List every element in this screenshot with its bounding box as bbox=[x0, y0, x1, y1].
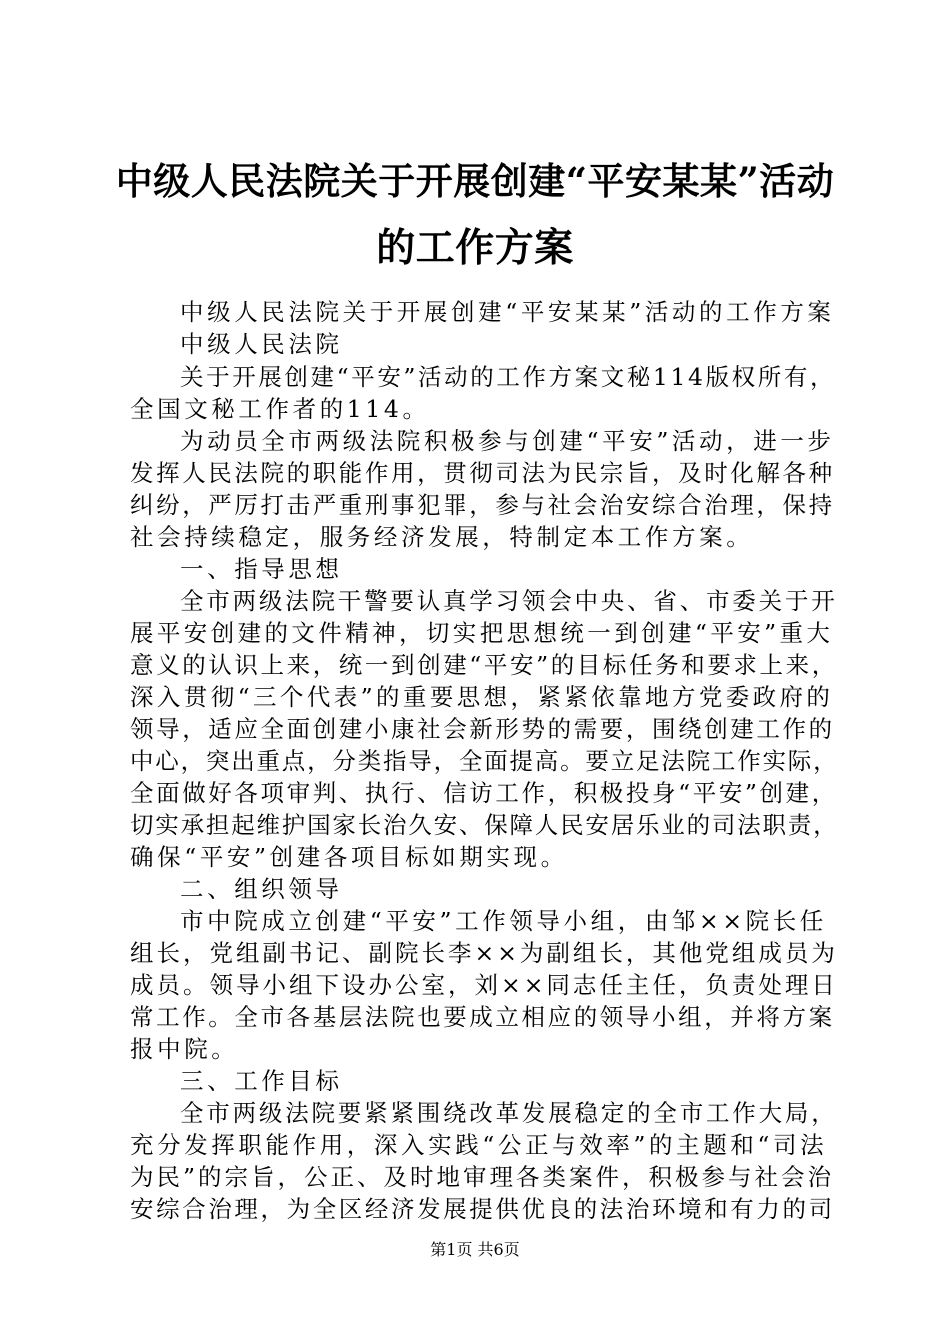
body-line: 领导，适应全面创建小康社会新形势的需要，围绕创建工作的 bbox=[130, 715, 835, 743]
body-line: 全国文秘工作者的114。 bbox=[130, 395, 430, 423]
body-line: 全市两级法院干警要认真学习领会中央、省、市委关于开 bbox=[180, 587, 838, 615]
section-heading: 二、组织领导 bbox=[180, 875, 343, 903]
body-line: 报中院。 bbox=[130, 1035, 239, 1063]
body-line: 中级人民法院关于开展创建“平安某某”活动的工作方案 bbox=[180, 298, 835, 326]
body-line: 发挥人民法院的职能作用，贯彻司法为民宗旨，及时化解各种 bbox=[130, 459, 835, 487]
document-title-line-1: 中级人民法院关于开展创建“平安某某”活动 bbox=[115, 159, 835, 203]
body-line: 纠纷，严厉打击严重刑事犯罪，参与社会治安综合治理，保持 bbox=[130, 491, 835, 519]
body-line: 市中院成立创建“平安”工作领导小组，由邹××院长任 bbox=[180, 907, 827, 935]
section-heading: 三、工作目标 bbox=[180, 1067, 343, 1095]
body-line: 全市两级法院要紧紧围绕改革发展稳定的全市工作大局， bbox=[180, 1099, 838, 1127]
document-title-line-2: 的工作方案 bbox=[376, 225, 574, 271]
body-line: 为动员全市两级法院积极参与创建“平安”活动，进一步 bbox=[180, 427, 835, 455]
body-line: 社会持续稳定，服务经济发展，特制定本工作方案。 bbox=[130, 523, 754, 551]
body-line: 展平安创建的文件精神，切实把思想统一到创建“平安”重大 bbox=[130, 619, 834, 647]
body-line: 意义的认识上来，统一到创建“平安”的目标任务和要求上来， bbox=[130, 651, 838, 679]
body-line: 关于开展创建“平安”活动的工作方案文秘114版权所有， bbox=[180, 363, 837, 391]
body-line: 中级人民法院 bbox=[180, 330, 343, 358]
body-line: 常工作。全市各基层法院也要成立相应的领导小组，并将方案 bbox=[130, 1003, 835, 1031]
body-line: 组长，党组副书记、副院长李××为副组长，其他党组成员为 bbox=[130, 939, 838, 967]
body-line: 确保“平安”创建各项目标如期实现。 bbox=[130, 843, 568, 871]
body-line: 安综合治理，为全区经济发展提供优良的法治环境和有力的司 bbox=[130, 1195, 835, 1223]
body-line: 充分发挥职能作用，深入实践“公正与效率”的主题和“司法 bbox=[130, 1131, 828, 1159]
body-line: 中心，突出重点，分类指导，全面提高。要立足法院工作实际， bbox=[130, 747, 839, 775]
section-heading: 一、指导思想 bbox=[180, 555, 343, 583]
body-line: 切实承担起维护国家长治久安、保障人民安居乐业的司法职责， bbox=[130, 811, 839, 839]
body-line: 深入贯彻“三个代表”的重要思想，紧紧依靠地方党委政府的 bbox=[130, 683, 834, 711]
body-line: 为民”的宗旨，公正、及时地审理各类案件，积极参与社会治 bbox=[130, 1163, 835, 1191]
body-line: 全面做好各项审判、执行、信访工作，积极投身“平安”创建， bbox=[130, 779, 838, 807]
page-footer: 第1页 共6页 bbox=[430, 1240, 520, 1259]
body-line: 成员。领导小组下设办公室，刘××同志任主任，负责处理日 bbox=[130, 971, 838, 999]
